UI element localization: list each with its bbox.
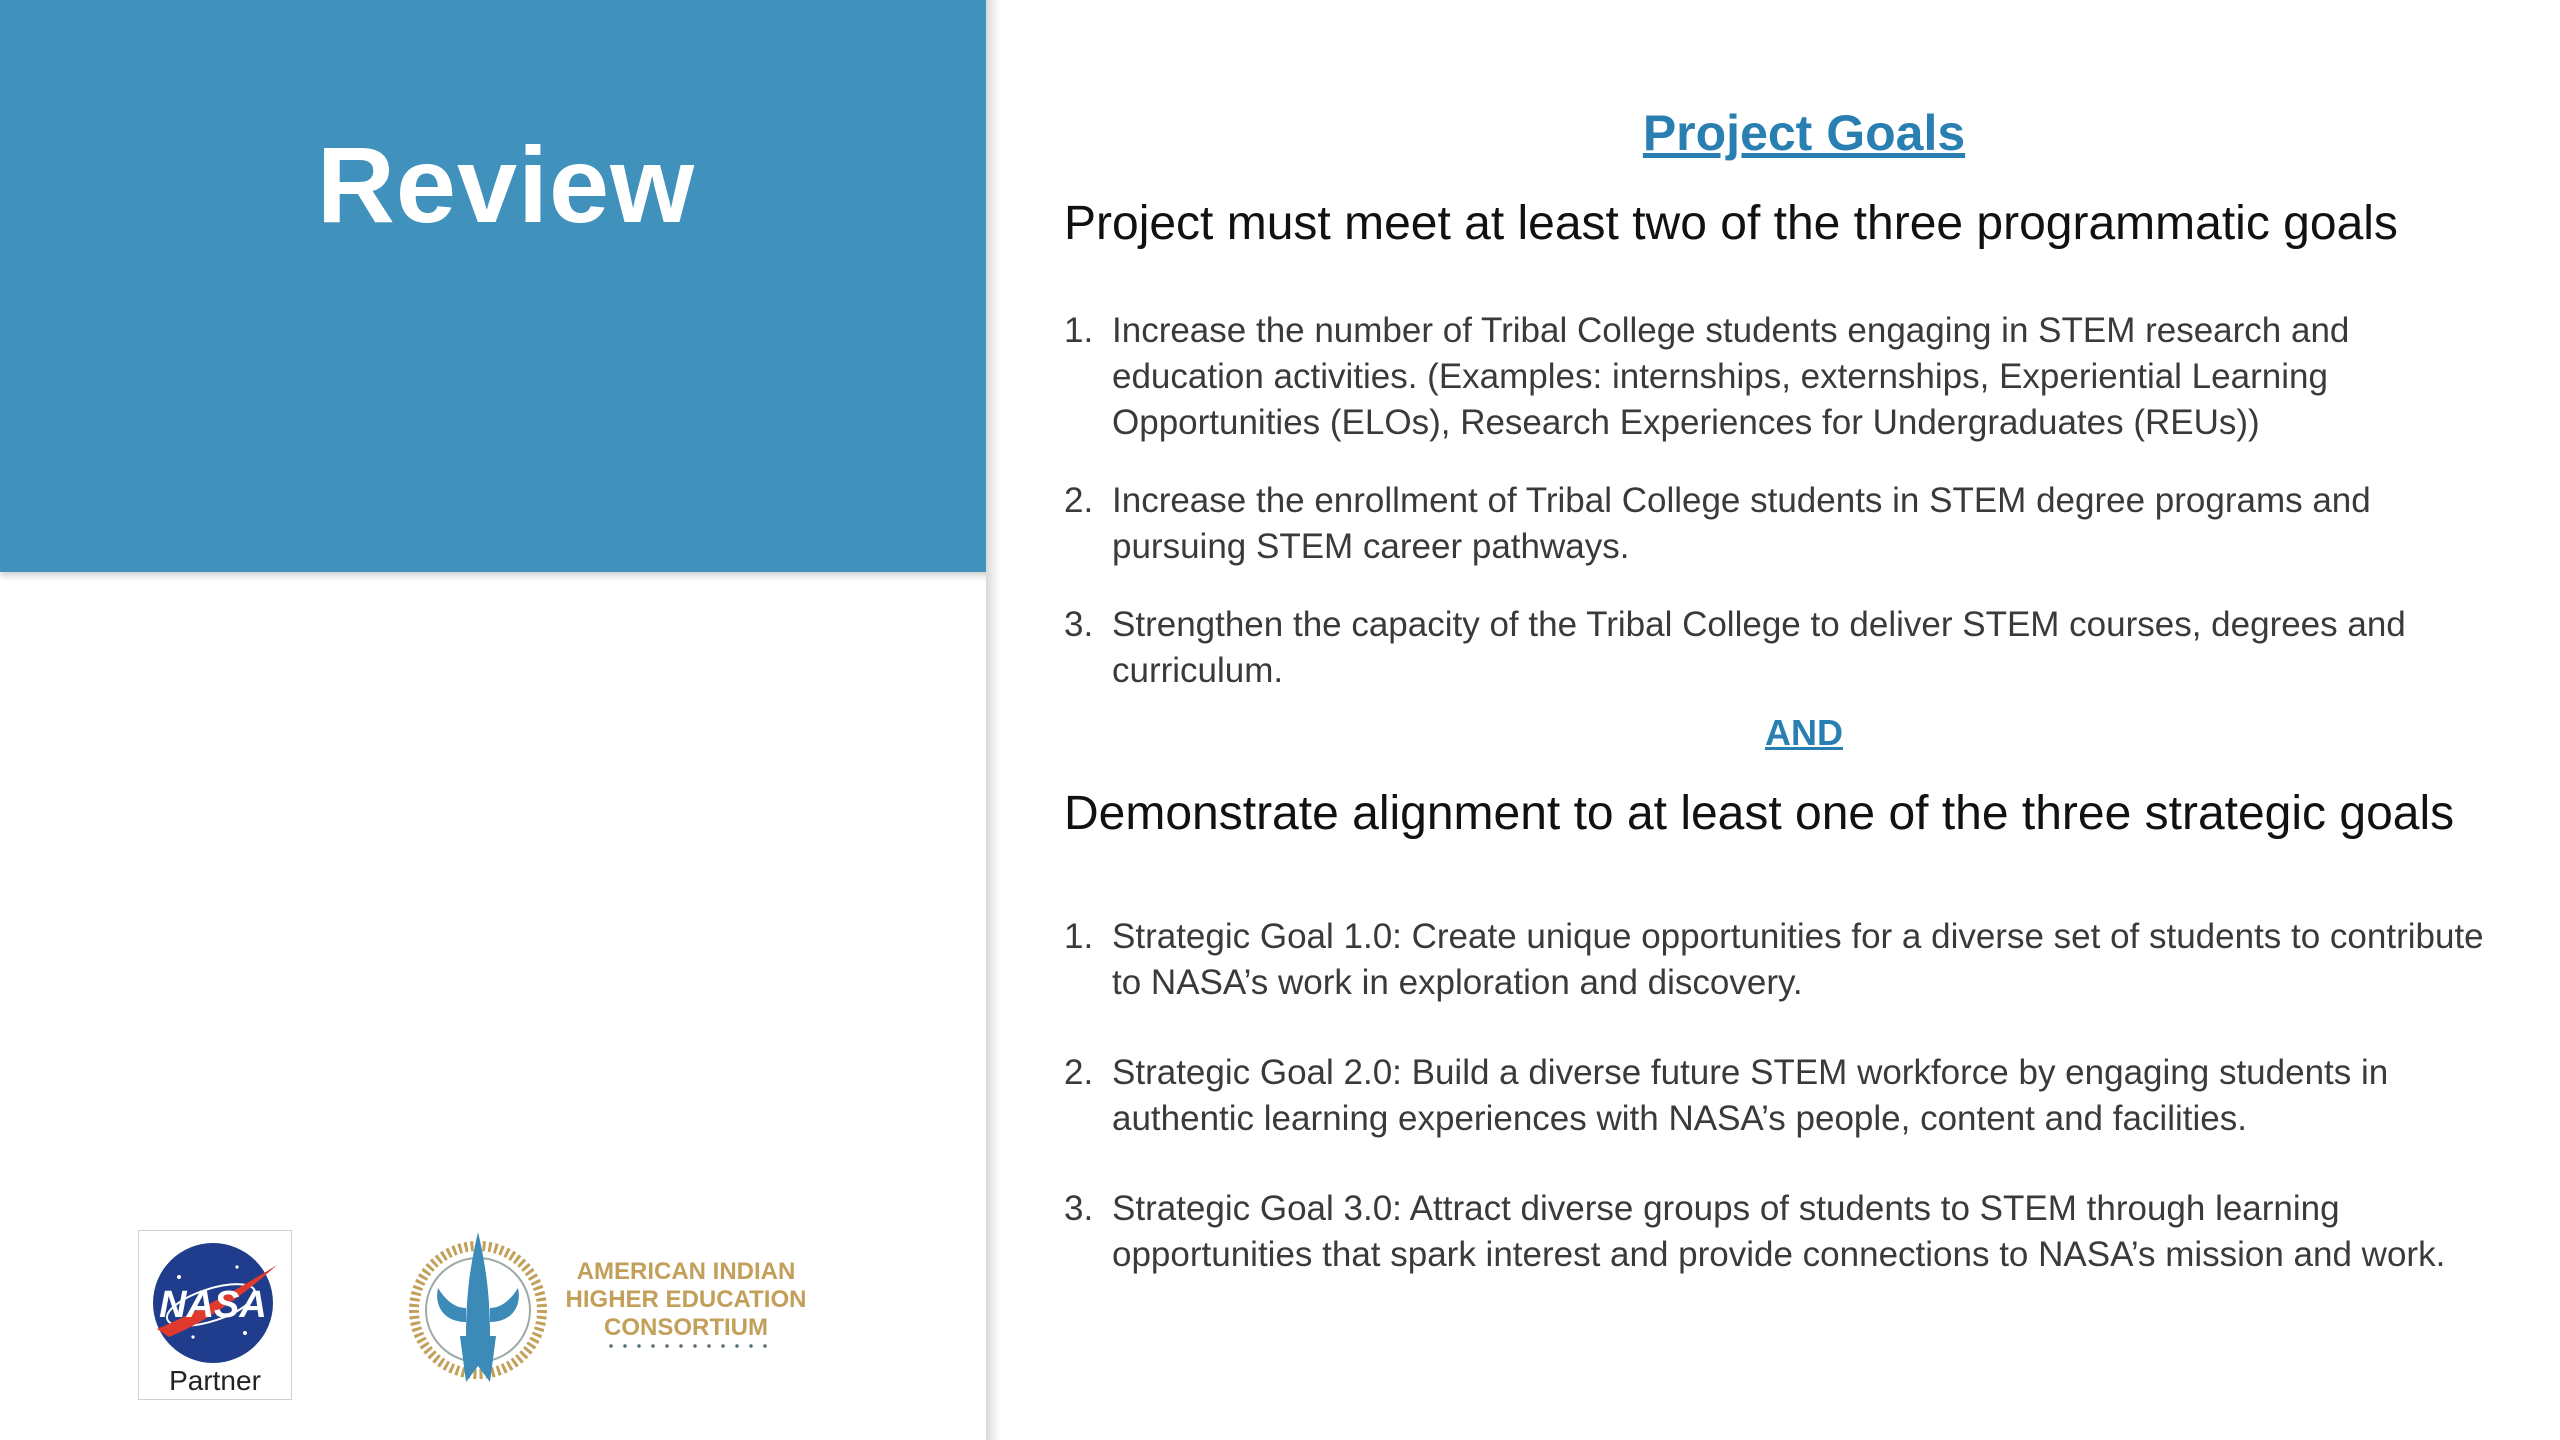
goal-text: Increase the enrollment of Tribal College students in STEM degree programs and pursuing STEM career pathways. (1112, 481, 2371, 566)
goal-text: Strategic Goal 2.0: Build a diverse future STEM workforce by engaging students in authentic learning experiences with NASA’s people, content and facilities. (1112, 1053, 2389, 1138)
programmatic-goal-3 (1064, 602, 2494, 694)
goal-text: Strengthen the capacity of the Tribal College to deliver STEM courses, degrees and curriculum. (1112, 605, 2406, 690)
slide-title: Review (316, 124, 696, 245)
nasa-meatball-icon (149, 1237, 281, 1369)
strategic-goal-3 (1064, 1186, 2494, 1278)
goal-text: Strategic Goal 3.0: Attract diverse groups of students to STEM through learning opportunities that spark interest and provide connections to NASA’s mission and work. (1112, 1189, 2446, 1274)
strategic-heading: Demonstrate alignment to at least one of the three strategic goals (1064, 787, 2455, 840)
aihec-line-3: CONSORTIUM (604, 1314, 768, 1341)
aihec-line-1: AMERICAN INDIAN (576, 1258, 796, 1285)
goal-text: Increase the number of Tribal College students engaging in STEM research and education activities. (Examples: internships, externships, Experiential Learning Opportunities (ELOs), Research Experiences for Undergraduates (REUs)) (1112, 311, 2350, 442)
and-link[interactable]: AND (1765, 712, 1843, 753)
project-goals-link[interactable]: Project Goals (1642, 105, 1966, 161)
goal-number: 1. (1064, 917, 1094, 956)
aihec-emblem-icon (404, 1226, 552, 1388)
strategic-goal-2 (1064, 1050, 2494, 1142)
aihec-wordmark (556, 1258, 816, 1342)
panel-divider (986, 0, 1000, 1440)
strategic-goal-1 (1064, 914, 2494, 1006)
left-panel (0, 0, 992, 1440)
nasa-partner-caption: Partner (169, 1365, 261, 1396)
nasa-partner-logo (138, 1230, 292, 1400)
goal-number: 2. (1064, 1053, 1094, 1092)
programmatic-heading: Project must meet at least two of the three programmatic goals (1064, 197, 2398, 250)
goal-number: 3. (1064, 605, 1094, 644)
aihec-dot-rule (604, 1344, 774, 1348)
goal-number: 2. (1064, 481, 1094, 520)
programmatic-goal-2 (1064, 478, 2494, 570)
nasa-wordmark: NASA (159, 1284, 267, 1326)
programmatic-goal-1 (1064, 308, 2494, 446)
title-band (0, 0, 992, 572)
goal-number: 3. (1064, 1189, 1094, 1228)
aihec-line-2: HIGHER EDUCATION (565, 1286, 807, 1313)
goal-number: 1. (1064, 311, 1094, 350)
goal-text: Strategic Goal 1.0: Create unique opportunities for a diverse set of students to contribute to NASA’s work in exploration and discovery. (1112, 917, 2484, 1002)
